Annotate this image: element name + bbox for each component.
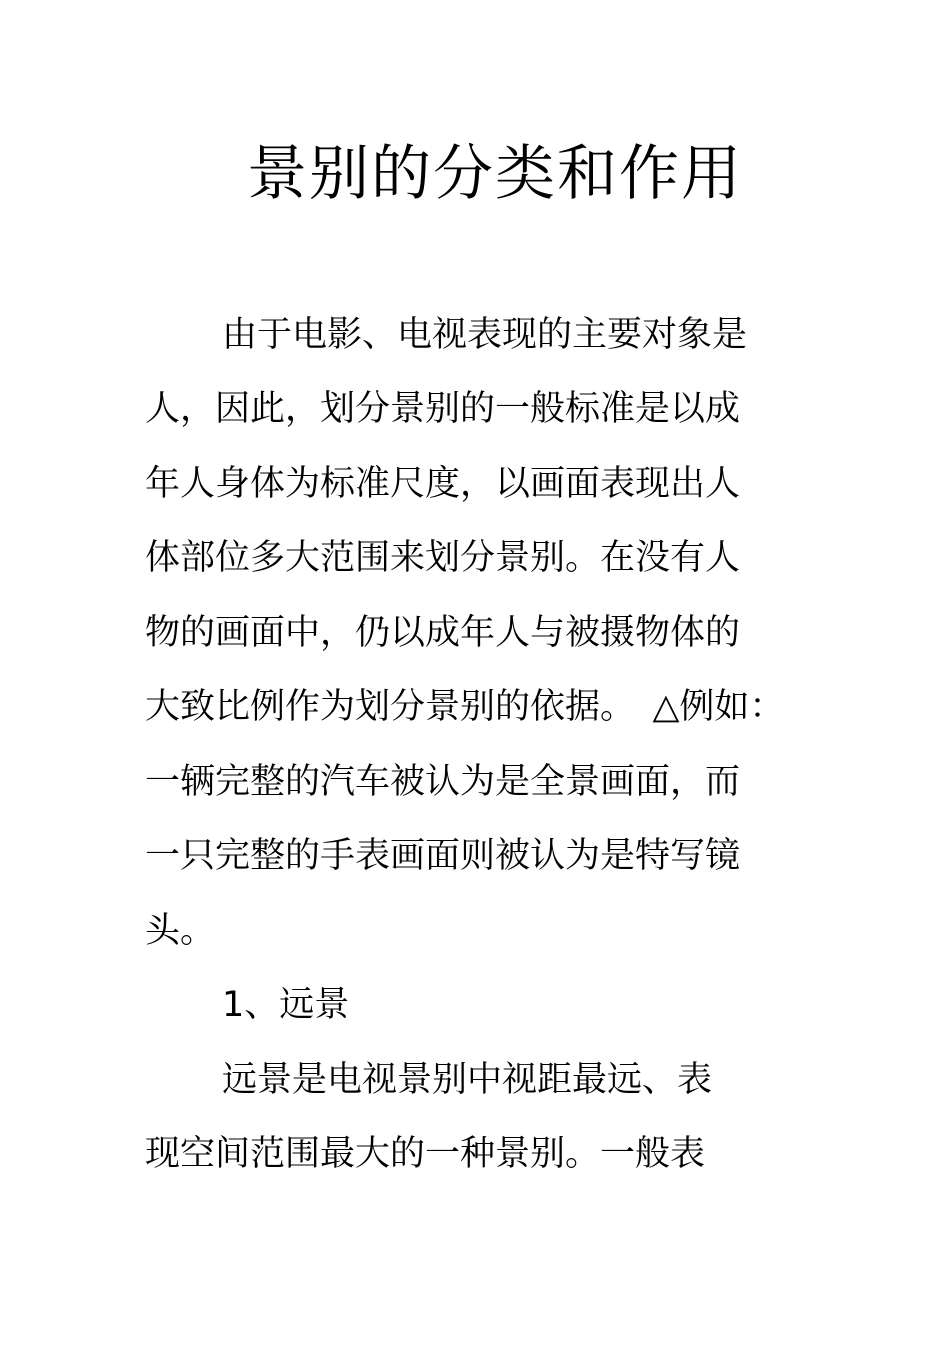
paragraph-line: 体部位多大范围来划分景别。在没有人 bbox=[145, 538, 741, 578]
paragraph-line: 年人身体为标准尺度，以画面表现出人 bbox=[145, 464, 741, 504]
paragraph-line: 远景是电视景别中视距最远、表 bbox=[222, 1060, 713, 1100]
paragraph-line: 一辆完整的汽车被认为是全景画面，而 bbox=[145, 762, 741, 802]
paragraph-line: 人，因此，划分景别的一般标准是以成 bbox=[145, 389, 741, 429]
paragraph-line: 由于电影、电视表现的主要对象是 bbox=[222, 315, 748, 355]
paragraph-line: 头。 bbox=[145, 911, 216, 951]
paragraph-line: 现空间范围最大的一种景别。一般表 bbox=[145, 1134, 706, 1174]
section-heading: 1、远景 bbox=[222, 985, 350, 1025]
paragraph-line: 一只完整的手表画面则被认为是特写镜 bbox=[145, 836, 741, 876]
paragraph-line: 大致比例作为划分景别的依据。 △例如： bbox=[145, 687, 785, 727]
paragraph-line: 物的画面中，仍以成年人与被摄物体的 bbox=[145, 613, 741, 653]
document-title: 景别的分类和作用 bbox=[247, 139, 743, 209]
